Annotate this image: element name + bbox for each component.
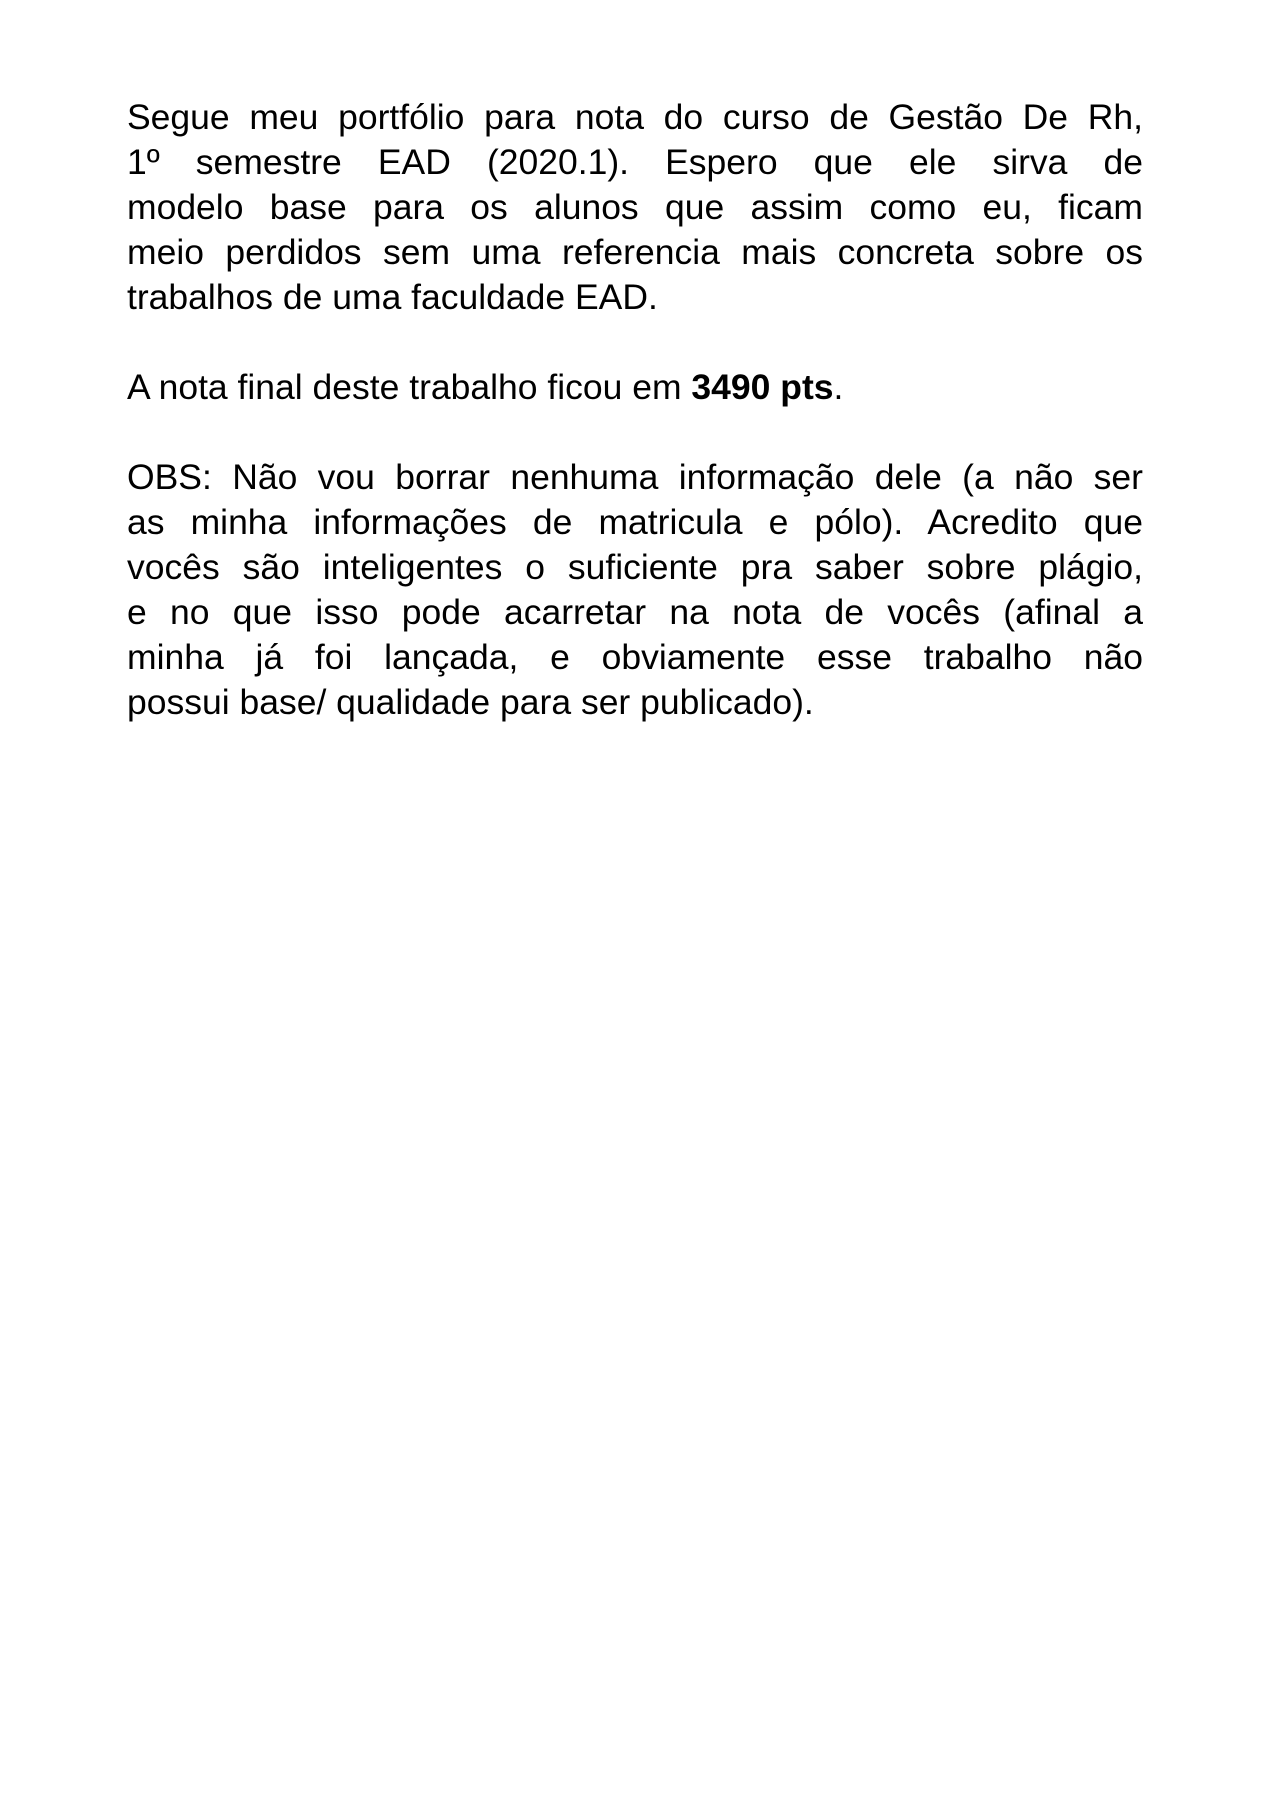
grade-value: 3490 pts bbox=[691, 367, 834, 407]
grade-suffix: . bbox=[833, 367, 844, 407]
obs-line: vocês são inteligentes o suficiente pra saber sobre plágio, bbox=[127, 547, 1143, 587]
obs-line: OBS: Não vou borrar nenhuma informação dele (a não ser bbox=[127, 457, 1143, 497]
intro-line: trabalhos de uma faculdade EAD. bbox=[127, 277, 658, 317]
intro-line: modelo base para os alunos que assim como eu, ficam bbox=[127, 187, 1143, 227]
grade-prefix: A nota final deste trabalho ficou em bbox=[127, 367, 692, 407]
grade-paragraph bbox=[127, 365, 1143, 410]
intro-line: meio perdidos sem uma referencia mais concreta sobre os bbox=[127, 232, 1143, 272]
document-body bbox=[127, 95, 1143, 770]
obs-line: as minha informações de matricula e pólo). Acredito que bbox=[127, 502, 1143, 542]
grade-line bbox=[127, 365, 1143, 410]
intro-paragraph bbox=[127, 95, 1143, 320]
obs-line: possui base/ qualidade para ser publicado). bbox=[127, 682, 814, 722]
obs-line: minha já foi lançada, e obviamente esse trabalho não bbox=[127, 637, 1143, 677]
obs-paragraph bbox=[127, 455, 1143, 725]
intro-line: 1º semestre EAD (2020.1). Espero que ele sirva de bbox=[127, 142, 1143, 182]
intro-line: Segue meu portfólio para nota do curso de Gestão De Rh, bbox=[127, 97, 1143, 137]
obs-line: e no que isso pode acarretar na nota de vocês (afinal a bbox=[127, 592, 1143, 632]
